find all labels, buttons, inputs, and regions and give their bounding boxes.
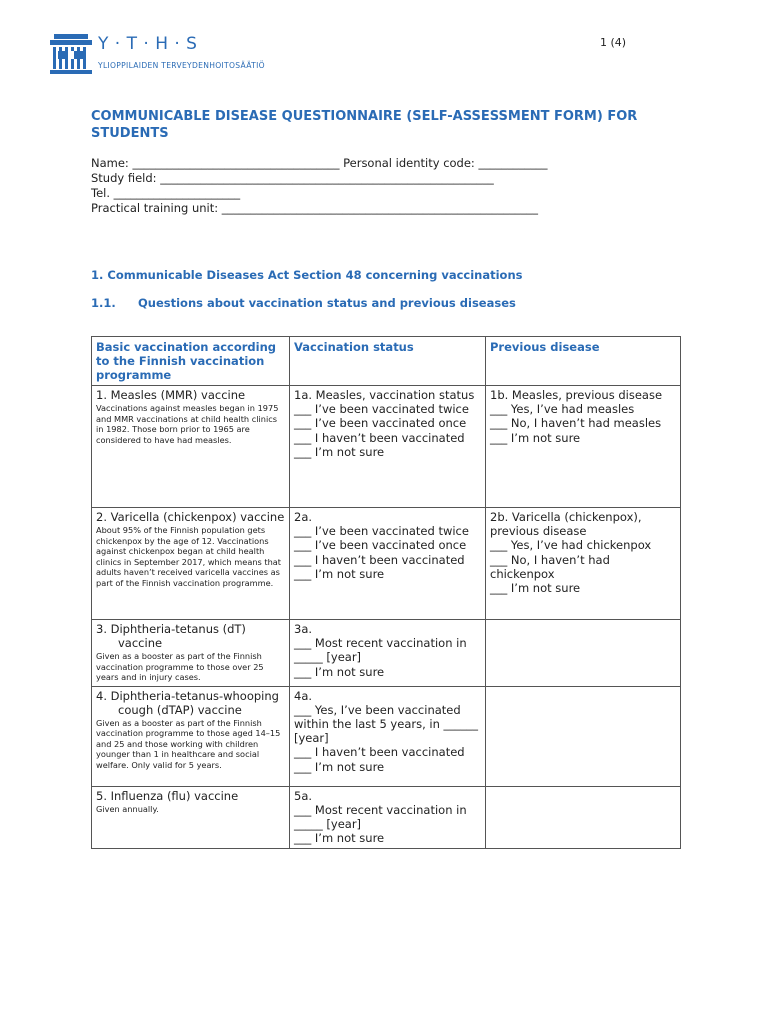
previous-cell (486, 786, 681, 849)
vaccine-note: About 95% of the Finnish population gets chickenpox by the age of 12. Vaccinations against chickenpox began at child health clinics in September 2017, which means that adults haven’t received varicella vaccines as part of the Finnish vaccination programme. (96, 525, 282, 588)
previous-text: 2b. Varicella (chickenpox), previous disease ___ Yes, I’ve had chickenpox ___ No, I haven’t had chickenpox ___ I’m not sure (490, 510, 652, 596)
status-text: 5a. ___ Most recent vaccination in _____ [year] ___ I’m not sure (294, 788, 467, 846)
status-cell[interactable] (290, 386, 486, 508)
vaccine-note: Vaccinations against measles began in 1975 and MMR vaccinations at child health clinics in 1982. Those born prior to 1965 are considered to have had measles. (96, 403, 279, 445)
status-cell[interactable] (290, 508, 486, 620)
vaccine-note: Given as a booster as part of the Finnish vaccination programme to those over 25 years and in injury cases. (96, 651, 264, 682)
study-field[interactable]: Study field: __________________________________________________________ (91, 171, 494, 185)
vaccine-name: 5. Influenza (flu) vaccine (96, 788, 239, 803)
table-row (92, 686, 681, 786)
document-title: COMMUNICABLE DISEASE QUESTIONNAIRE (SELF-ASSESSMENT FORM) FOR STUDENTS (91, 109, 638, 141)
table-header-row (92, 337, 681, 386)
vaccine-name: 1. Measles (MMR) vaccine (96, 388, 246, 402)
subsection-heading: Questions about vaccination status and previous diseases (138, 296, 516, 310)
vaccine-note: Given as a booster as part of the Finnish vaccination programme to those aged 14–15 and 25 and those working with children younger than 1 in healthcare and social welfare. Only valid for 5 years. (96, 717, 281, 770)
vaccine-cell (92, 386, 290, 508)
previous-cell[interactable] (486, 508, 681, 620)
table-row (92, 786, 681, 849)
name-id-field[interactable]: Name: ____________________________________ Personal identity code: ____________ (91, 156, 548, 170)
vaccine-cell (92, 786, 290, 849)
subsection-number: 1.1. (91, 296, 116, 310)
status-text: 3a. ___ Most recent vaccination in _____ [year] ___ I’m not sure (294, 622, 467, 679)
vaccine-name: 2. Varicella (chickenpox) vaccine (96, 510, 285, 524)
status-text: 2a. ___ I’ve been vaccinated twice ___ I’ve been vaccinated once ___ I haven’t been vaccinated ___ I’m not sure (294, 510, 469, 581)
page-number: 1 (4) (600, 36, 627, 49)
training-unit-field[interactable]: Practical training unit: _______________________________________________________ (91, 201, 539, 215)
vaccine-cell (92, 620, 290, 687)
tel-field[interactable]: Tel. ______________________ (91, 186, 241, 200)
vaccination-table (91, 336, 681, 849)
status-cell[interactable] (290, 686, 486, 786)
vaccine-cell (92, 508, 290, 620)
status-cell[interactable] (290, 620, 486, 687)
section-heading-1: 1. Communicable Diseases Act Section 48 concerning vaccinations (91, 268, 523, 282)
vaccine-name: 4. Diphtheria-tetanus-whooping cough (dTAP) vaccine (96, 688, 279, 717)
table-row (92, 386, 681, 508)
previous-cell[interactable] (486, 386, 681, 508)
header-vaccination-status: Vaccination status (290, 337, 486, 386)
vaccine-note: Given annually. (96, 803, 159, 814)
status-text: 4a. ___ Yes, I’ve been vaccinated within the last 5 years, in ______ [year] ___ I haven’t been vaccinated ___ I’m not sure (294, 688, 479, 774)
table-row (92, 620, 681, 687)
status-cell[interactable] (290, 786, 486, 849)
header-basic-vaccination: Basic vaccination according to the Finnish vaccination programme (92, 337, 290, 386)
table-row (92, 508, 681, 620)
previous-text: 1b. Measles, previous disease ___ Yes, I’ve had measles ___ No, I haven’t had measles ___ I’m not sure (490, 388, 663, 445)
previous-cell (486, 620, 681, 687)
vaccine-name: 3. Diphtheria-tetanus (dT) vaccine (96, 622, 246, 650)
personal-fields (91, 156, 547, 216)
previous-cell (486, 686, 681, 786)
logo-wordmark: Y · T · H · S (98, 34, 198, 54)
vaccine-cell (92, 686, 290, 786)
status-text: 1a. Measles, vaccination status ___ I’ve been vaccinated twice ___ I’ve been vaccinated once ___ I haven’t been vaccinated ___ I’m not sure (294, 388, 475, 459)
header-previous-disease: Previous disease (486, 337, 681, 386)
logo-subtitle: YLIOPPILAIDEN TERVEYDENHOITOSÄÄTIÖ (98, 61, 265, 70)
